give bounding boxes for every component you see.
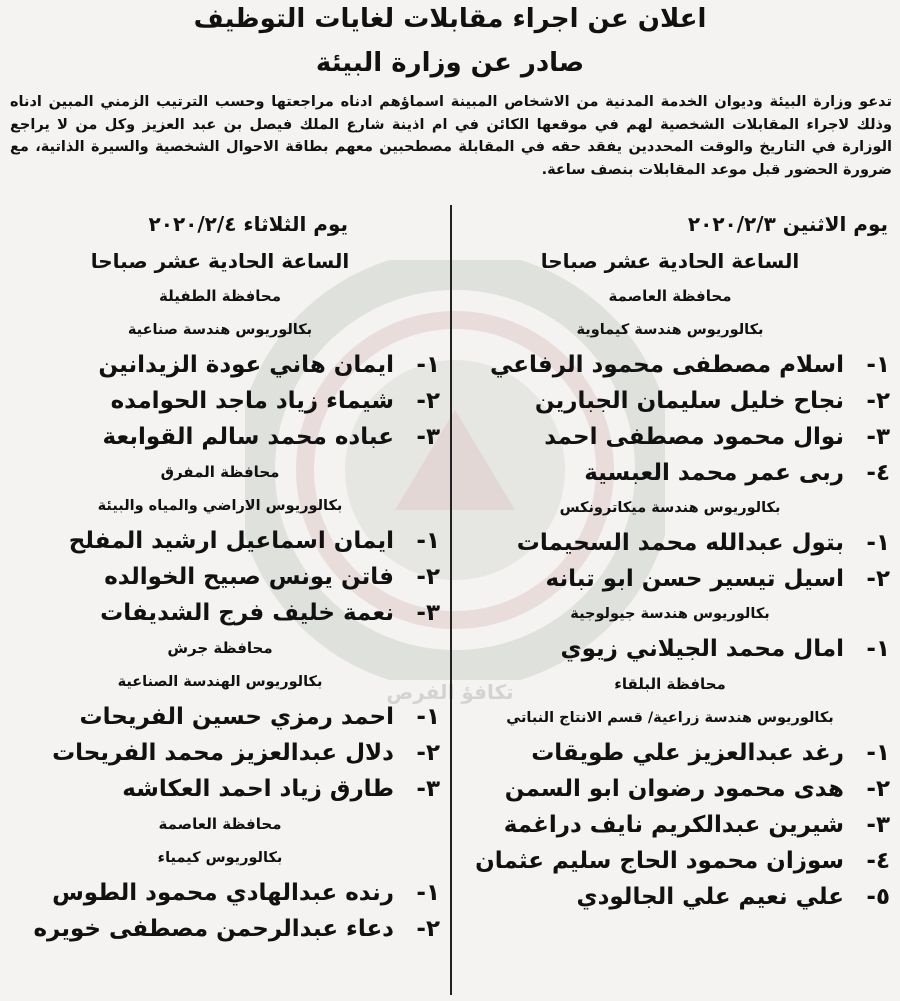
candidate-row: ٣- طارق زياد احمد العكاشه [122, 776, 440, 802]
candidate-row: ٣- شيرين عبدالكريم نايف دراغمة [503, 812, 890, 838]
candidate-row: ٢- شيماء زياد ماجد الحوامده [110, 388, 440, 414]
candidate-row: ٤- سوزان محمود الحاج سليم عثمان [475, 848, 890, 874]
major-heading: بكالوريوس الهندسة الصناعية [117, 674, 323, 690]
major-heading: بكالوريوس هندسة ميكاترونكس [559, 500, 781, 516]
major-heading: بكالوريوس هندسة جيولوجية [570, 606, 770, 622]
tuesday-column [0, 205, 440, 947]
candidate-row: ١- امال محمد الجيلاني زيوي [560, 636, 890, 662]
candidate-row: ٣- نوال محمود مصطفى احمد [544, 424, 890, 450]
monday-column [450, 205, 890, 915]
major-heading: بكالوريوس هندسة كيماوية [576, 322, 764, 338]
candidate-row: ٤- ربى عمر محمد العبسية [584, 460, 890, 486]
candidate-row: ١- ايمان هاني عودة الزيدانين [98, 352, 440, 378]
candidate-row: ١- ايمان اسماعيل ارشيد المفلح [68, 528, 440, 554]
candidate-row: ١- احمد رمزي حسين الفريحات [79, 704, 440, 730]
governorate-heading: محافظة جرش [167, 639, 273, 657]
governorate-heading: محافظة المفرق [160, 463, 280, 481]
candidate-row: ٣- نعمة خليف فرج الشديفات [100, 600, 440, 626]
candidate-row: ٣- عباده محمد سالم القوابعة [102, 424, 440, 450]
candidate-row: ١- بتول عبدالله محمد السحيمات [516, 530, 890, 556]
candidate-row: ٢- دلال عبدالعزيز محمد الفريحات [52, 740, 440, 766]
governorate-heading: محافظة الطفيلة [158, 287, 281, 305]
governorate-heading: محافظة العاصمة [608, 287, 732, 305]
announcement-subtitle: صادر عن وزارة البيئة [315, 48, 585, 78]
candidate-row: ٢- دعاء عبدالرحمن مصطفى خويره [33, 916, 440, 942]
major-heading: بكالوريوس الاراضي والمياه والبيئة [97, 498, 343, 514]
intro-paragraph: تدعو وزارة البيئة وديوان الخدمة المدنية من الاشخاص المبينة اسماؤهم ادناه مراجعتها وحسب الترتيب الزمني المبين ادناه وذلك لاجراء المقابلات الشخصية لهم في موقعها الكائن في ام اذينة شارع الملك فيصل بن عبد العزيز وكل من لا يراجع الوزارة في التاريخ والوقت المحددين يفقد حقه في المقابلة مصطحبين معهم بطاقة الاحوال الشخصية والسيرة الذاتية، مع ضرورة الحضور قبل موعد المقابلات بنصف ساعة. [10, 94, 892, 178]
announcement-title: اعلان عن اجراء مقابلات لغايات التوظيف [193, 4, 707, 34]
candidate-row: ٢- اسيل تيسير حسن ابو تبانه [545, 566, 890, 592]
candidate-row: ٢- فاتن يونس صبيح الخوالده [104, 564, 440, 590]
candidate-row: ١- رغد عبدالعزيز علي طويقات [531, 740, 890, 766]
time-heading: الساعة الحادية عشر صباحا [540, 249, 800, 273]
governorate-heading: محافظة العاصمة [158, 815, 282, 833]
day-heading: يوم الاثنين ٢٠٢٠/٢/٣ [687, 212, 888, 236]
governorate-heading: محافظة البلقاء [614, 675, 726, 693]
major-heading: بكالوريوس هندسة صناعية [127, 322, 313, 338]
major-heading: بكالوريوس كيمياء [157, 850, 283, 866]
candidate-row: ٥- علي نعيم علي الجالودي [576, 884, 890, 910]
time-heading: الساعة الحادية عشر صباحا [90, 249, 350, 273]
major-heading: بكالوريوس هندسة زراعية/ قسم الانتاج النباتي [506, 710, 834, 726]
candidate-row: ٢- نجاح خليل سليمان الجبارين [534, 388, 890, 414]
watermark-slogan: تكافؤ الفرص [386, 680, 514, 704]
candidate-row: ١- رنده عبدالهادي محمود الطوس [52, 880, 440, 906]
candidate-row: ٢- هدى محمود رضوان ابو السمن [504, 776, 890, 802]
candidate-row: ١- اسلام مصطفى محمود الرفاعي [490, 352, 890, 378]
day-heading: يوم الثلاثاء ٢٠٢٠/٢/٤ [148, 212, 348, 236]
